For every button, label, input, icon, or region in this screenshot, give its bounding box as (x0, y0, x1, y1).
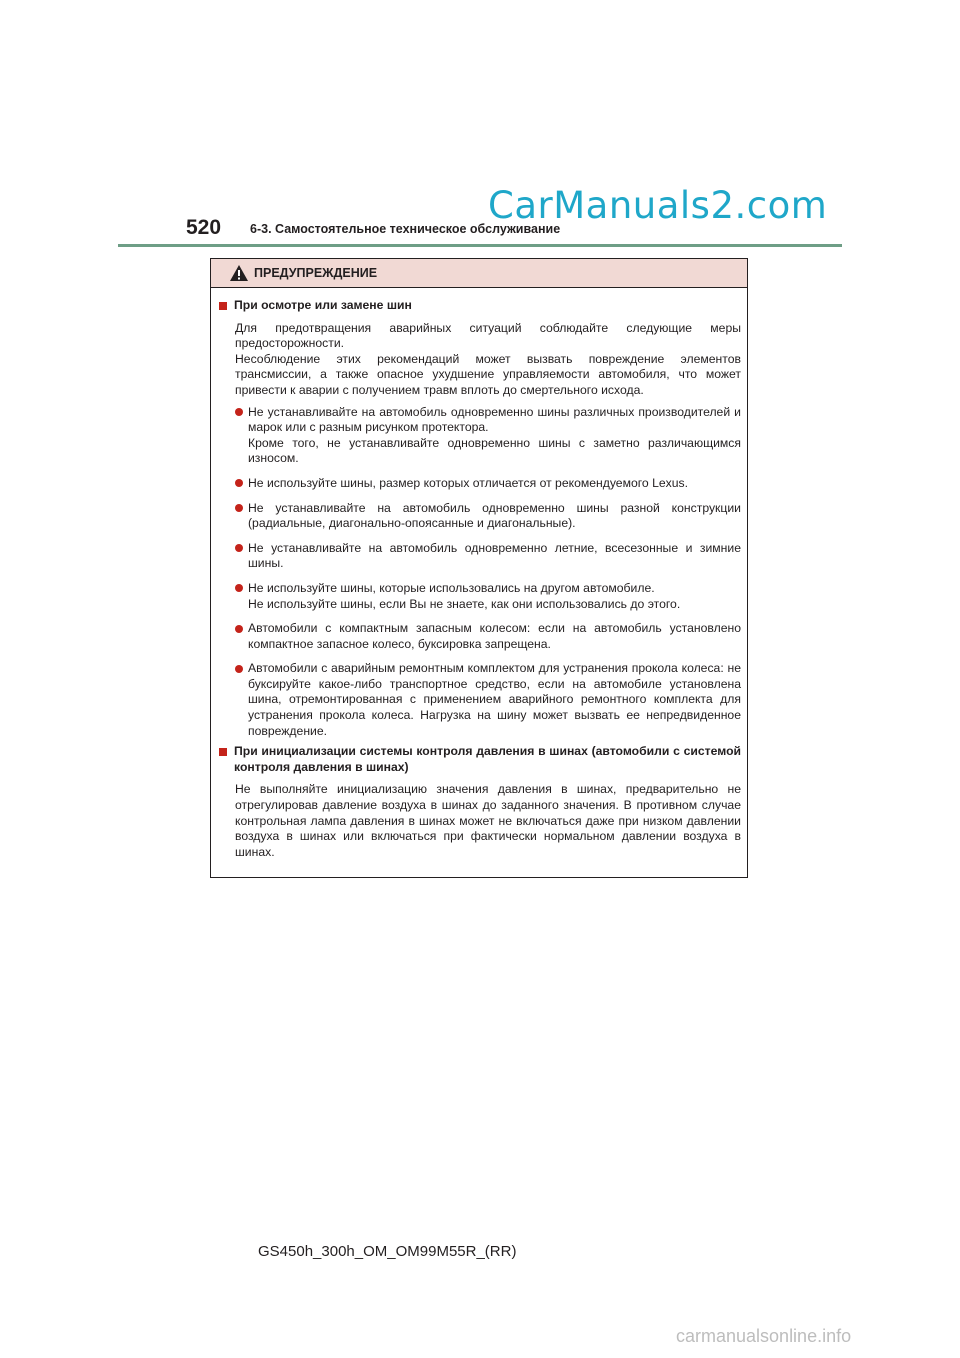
warning-header (211, 259, 747, 288)
list-item-extra: Не используйте шины, если Вы не знаете, как они использовались до этого. (248, 596, 681, 611)
paragraph: Не выполняйте инициализацию значения давления в шинах, предварительно не отрегулировав давление воздуха в шинах до заданного значения. В противном случае контрольная лампа давления в шинах может не включаться даже при низком давлении воздуха в шинах или включаться при фактически нормальном давлении воздуха в шинах. (235, 782, 741, 859)
subheading-text: При осмотре или замене шин (234, 298, 412, 312)
round-bullet-icon (235, 584, 243, 592)
subheading-tpms-init (217, 744, 741, 775)
header-divider (118, 244, 842, 247)
list-item-text: Не используйте шины, которые использовались на другом автомобиле. (248, 580, 655, 595)
paragraph: Для предотвращения аварийных ситуаций соблюдайте следующие меры предосторожности. (235, 320, 741, 351)
warning-title: ПРЕДУПРЕЖДЕНИЕ (254, 266, 378, 280)
page-number: 520 (186, 216, 222, 239)
list-item-text: Автомобили с компактным запасным колесом: если на автомобиль установлено компактное запасное колесо, буксировка запрещена. (248, 621, 741, 651)
warning-box (210, 258, 748, 878)
subheading-tire-inspection (217, 298, 741, 314)
list-item (235, 501, 741, 532)
watermark-bottom: carmanualsonline.info (676, 1326, 852, 1346)
round-bullet-icon (235, 625, 243, 633)
list-item (235, 405, 741, 467)
paragraph: Несоблюдение этих рекомендаций может вызвать повреждение элементов трансмиссии, а также опасное ухудшение управляемости автомобиля, что может привести к аварии с получением травм вплоть до смертельного исхода. (235, 351, 741, 397)
round-bullet-icon (235, 504, 243, 512)
list-item (235, 476, 741, 492)
list-item-text: Не устанавливайте на автомобиль одновременно шины разной конструкции (радиальные, диагонально-опоясанные и диагональные). (248, 500, 741, 531)
list-item-text: Не устанавливайте на автомобиль одновременно летние, всесезонные и зимние шины. (248, 540, 741, 571)
list-item (235, 661, 741, 739)
list-item (235, 541, 741, 572)
square-bullet-icon (219, 302, 227, 310)
subheading-text: При инициализации системы контроля давления в шинах (автомобили с системой контроля давления в шинах) (234, 744, 741, 774)
list-item-extra: Кроме того, не устанавливайте одновременно шины с заметно различающимся износом. (248, 435, 741, 466)
warning-triangle-icon (229, 264, 249, 282)
watermark-top: CarManuals2.com (488, 184, 828, 227)
square-bullet-icon (219, 748, 227, 756)
warning-body (211, 288, 747, 860)
list-item (235, 581, 741, 612)
list-item-text: Автомобили с аварийным ремонтным комплектом для устранения прокола колеса: не буксируйте какое-либо транспортное средство, если на автомобиле установлена шина, отремонтированная с применением аварийного ремонтного комплекта для устранения прокола колеса. Нагрузка на шину может вызвать ее непредвиденное повреждение. (248, 661, 741, 738)
round-bullet-icon (235, 544, 243, 552)
round-bullet-icon (235, 408, 243, 416)
round-bullet-icon (235, 665, 243, 673)
round-bullet-icon (235, 479, 243, 487)
list-item-text: Не используйте шины, размер которых отличается от рекомендуемого Lexus. (248, 475, 688, 490)
list-item (235, 621, 741, 652)
list-item-text: Не устанавливайте на автомобиль одновременно шины различных производителей и марок или с разным рисунком протектора. (248, 404, 741, 435)
section-title: 6-3. Самостоятельное техническое обслуживание (250, 222, 561, 236)
document-code: GS450h_300h_OM_OM99M55R_(RR) (258, 1243, 517, 1260)
